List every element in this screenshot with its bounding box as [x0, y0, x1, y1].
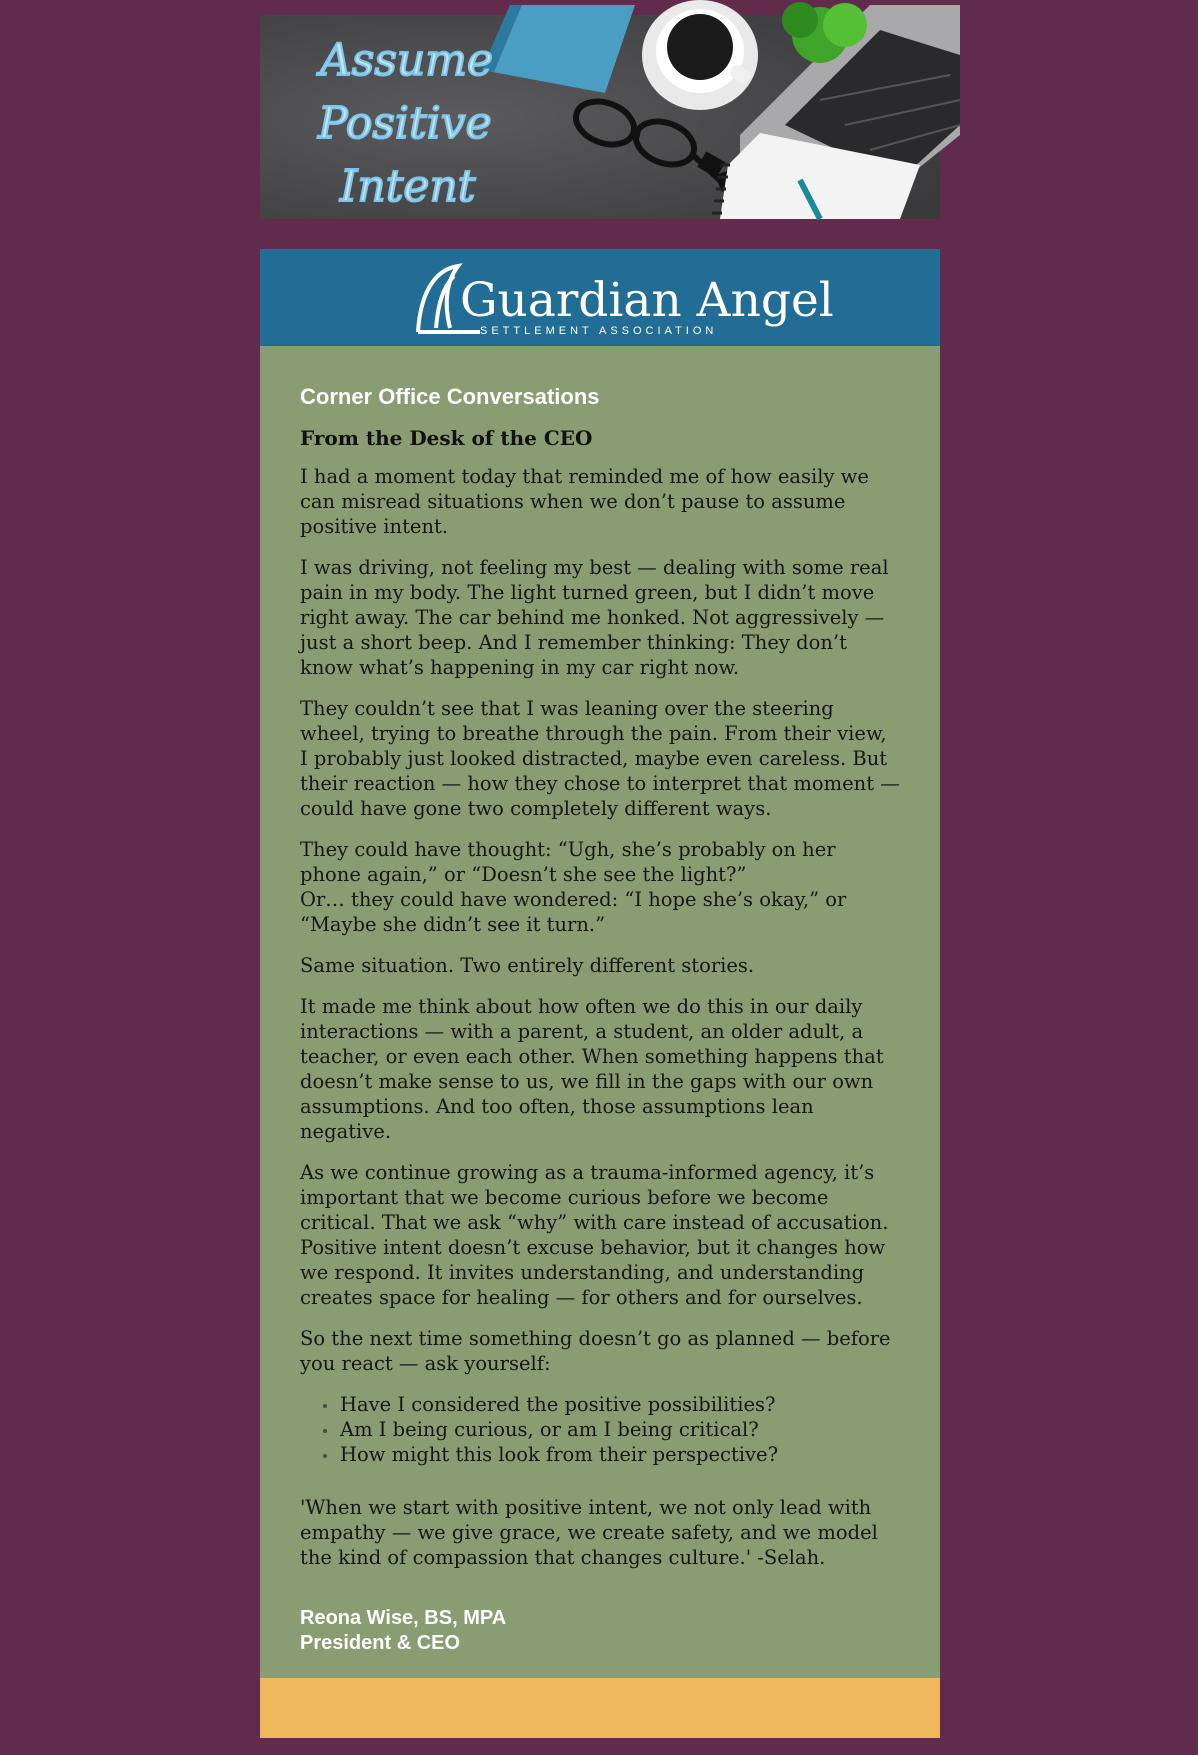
- hero-line-3: Intent: [340, 161, 476, 212]
- paragraph: So the next time something doesn’t go as planned — before you react — ask yourself:: [300, 1327, 891, 1375]
- paragraph: As we continue growing as a trauma-informed agency, it’s important that we become curious before we become critical. That we ask “why” with care instead of accusation. Positive intent doesn’t excuse behavior, but it changes how we respond. It invites understanding, and understanding creates space for healing — for others and for ourselves.: [300, 1161, 889, 1309]
- signature-name: Reona Wise, BS, MPA: [300, 1607, 507, 1629]
- hero-banner: [260, 15, 940, 219]
- article-body: [260, 346, 940, 1656]
- footer-bar: [260, 1678, 940, 1738]
- paragraph: I was driving, not feeling my best — dealing with some real pain in my body. The light turned green, but I didn’t move right away. The car behind me honked. Not aggressively — just a short beep. And I remember thinking: They don’t know what’s happening in my car right now.: [300, 556, 889, 679]
- hero-line-2: Positive: [318, 98, 492, 149]
- newsletter-card: [260, 249, 940, 1738]
- hero-desk-illustration: [260, 15, 940, 219]
- paragraph: I had a moment today that reminded me of how easily we can misread situations when we don’t pause to assume positive intent.: [300, 465, 869, 538]
- hero-line-1: Assume: [320, 35, 494, 86]
- dialogue-line-1: They could have thought: “Ugh, she’s probably on her phone again,” or “Doesn’t she see the light?”: [300, 838, 836, 886]
- article-subtitle: From the Desk of the CEO: [300, 426, 593, 450]
- list-item: How might this look from their perspective?: [340, 1442, 900, 1467]
- section-title: Corner Office Conversations: [300, 384, 600, 409]
- paragraph: They couldn’t see that I was leaning over the steering wheel, trying to breathe through the pain. From their view, I probably just looked distracted, maybe even careless. But their reaction — how they chose to interpret that moment — could have gone two completely different ways.: [300, 697, 900, 820]
- dialogue-line-2: Or… they could have wondered: “I hope she’s okay,” or “Maybe she didn’t see it turn.”: [300, 888, 847, 936]
- coffee-cup-icon: [642, 0, 758, 110]
- reflection-list: [300, 1392, 900, 1467]
- paragraph-dialogue: [300, 837, 900, 937]
- signature-title: President & CEO: [300, 1632, 461, 1654]
- brand-subtitle: SETTLEMENT ASSOCIATION: [480, 324, 718, 337]
- paragraph: It made me think about how often we do this in our daily interactions — with a parent, a student, an older adult, a teacher, or even each other. When something happens that doesn’t make sense to us, we fill in the gaps with our own assumptions. And too often, those assumptions lean negative.: [300, 995, 884, 1143]
- brand-header: [260, 249, 940, 346]
- closing-quote: 'When we start with positive intent, we not only lead with empathy — we give grace, we create safety, and we model the kind of compassion that changes culture.' -Selah.: [300, 1496, 878, 1569]
- brand-name: Guardian Angel: [460, 272, 834, 328]
- guardian-angel-logo: [410, 258, 834, 338]
- list-item: Am I being curious, or am I being critical?: [340, 1417, 900, 1442]
- paragraph: Same situation. Two entirely different stories.: [300, 954, 755, 977]
- list-item: Have I considered the positive possibilities?: [340, 1392, 900, 1417]
